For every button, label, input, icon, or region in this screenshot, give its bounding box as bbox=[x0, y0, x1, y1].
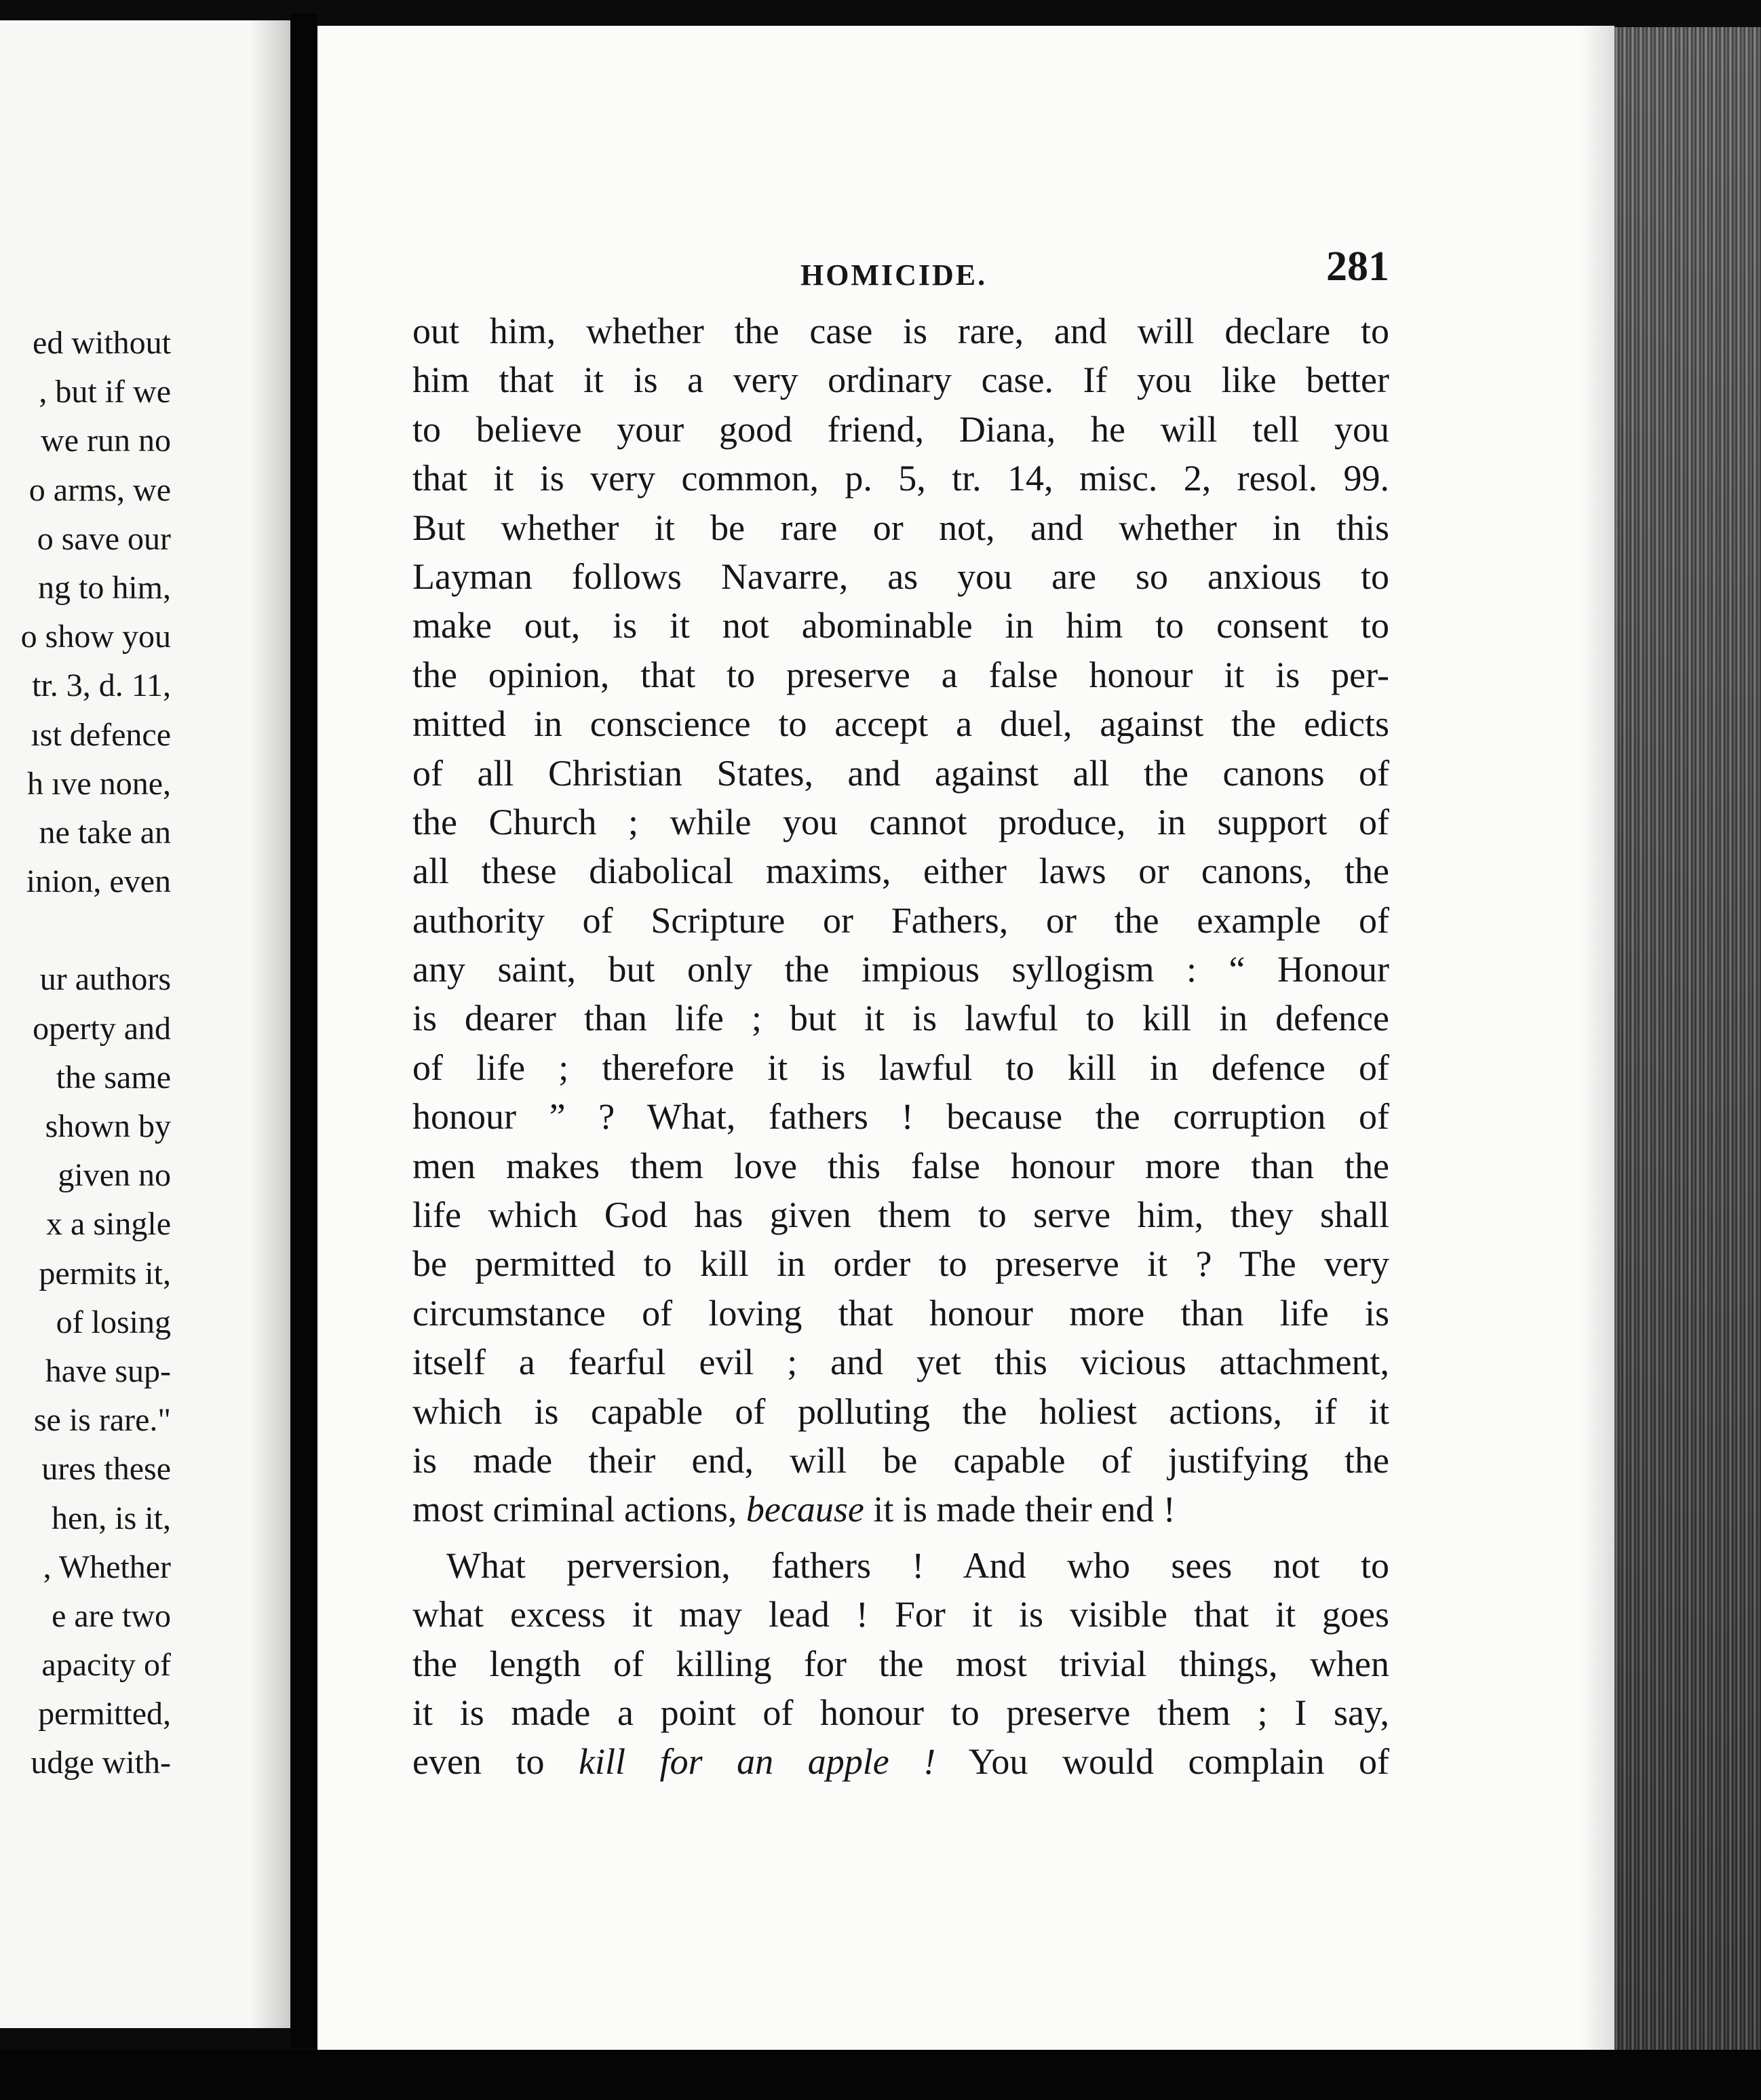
left-line: udge with- bbox=[31, 1745, 171, 1781]
left-line: ng to him, bbox=[37, 569, 171, 606]
book-page-edges bbox=[1614, 27, 1761, 2062]
italic-run: because bbox=[746, 1489, 864, 1530]
text-line bbox=[412, 1737, 1389, 1786]
text-line: life which God has given them to serve him, they shall bbox=[412, 1194, 1389, 1236]
left-line: o save our bbox=[37, 520, 171, 557]
body-text bbox=[412, 307, 1389, 1787]
text-line: be permitted to kill in order to preserve it ? The very bbox=[412, 1243, 1389, 1285]
paragraph-2 bbox=[412, 1541, 1389, 1787]
text-line: What perversion, fathers ! And who sees not to bbox=[446, 1544, 1389, 1586]
left-line: shown by bbox=[45, 1108, 171, 1144]
text-line: Layman follows Navarre, as you are so anxious to bbox=[412, 556, 1389, 597]
text-run: You would complain of bbox=[935, 1741, 1389, 1783]
text-line: But whether it be rare or not, and whether in this bbox=[412, 507, 1389, 548]
text-run: even to bbox=[412, 1741, 579, 1783]
text-line: honour ” ? What, fathers ! because the corruption of bbox=[412, 1096, 1389, 1138]
text-line: mitted in conscience to accept a duel, against the edicts bbox=[412, 703, 1389, 745]
left-line: apacity of bbox=[41, 1647, 171, 1684]
left-paragraph-gap bbox=[0, 906, 171, 955]
text-line: is dearer than life ; but it is lawful to kill in defence bbox=[412, 998, 1389, 1039]
left-line: ıst defence bbox=[31, 716, 171, 753]
text-line: authority of Scripture or Fathers, or the example of bbox=[412, 899, 1389, 941]
text-line: of all Christian States, and against all the canons of bbox=[412, 752, 1389, 794]
left-line: given no bbox=[58, 1157, 171, 1194]
text-line: all these diabolical maxims, either laws or canons, the bbox=[412, 851, 1389, 892]
text-line: is made their end, will be capable of justifying the bbox=[412, 1439, 1389, 1481]
left-line: hen, is it, bbox=[52, 1500, 171, 1536]
left-line: operty and bbox=[33, 1010, 171, 1047]
right-page-shadow bbox=[1581, 26, 1614, 2050]
text-line: any saint, but only the impious syllogism : “ Honour bbox=[412, 949, 1389, 990]
text-line: which is capable of polluting the holiest actions, if it bbox=[412, 1391, 1389, 1432]
left-line: permits it, bbox=[39, 1255, 171, 1291]
left-line: x a single bbox=[46, 1206, 171, 1243]
text-line: make out, is it not abominable in him to consent to bbox=[412, 605, 1389, 646]
left-line: se is rare." bbox=[33, 1402, 171, 1439]
left-line: tr. 3, d. 11, bbox=[32, 667, 171, 704]
scan-bottom-border bbox=[0, 2050, 1761, 2100]
text-run: most criminal actions, bbox=[412, 1489, 746, 1530]
text-line: the Church ; while you cannot produce, in support of bbox=[412, 801, 1389, 842]
left-line: o show you bbox=[20, 619, 171, 655]
page-number: 281 bbox=[1326, 244, 1389, 290]
text-line: men makes them love this false honour more than the bbox=[412, 1145, 1389, 1186]
text-line: the opinion, that to preserve a false honour it is per- bbox=[412, 654, 1389, 695]
left-line: ures these bbox=[41, 1451, 171, 1488]
left-line: have sup- bbox=[45, 1353, 171, 1389]
book-gutter bbox=[290, 14, 317, 2048]
left-page-curl-shadow bbox=[250, 20, 290, 2028]
left-line: ur authors bbox=[39, 961, 171, 998]
text-line: that it is very common, p. 5, tr. 14, misc. 2, resol. 99. bbox=[412, 458, 1389, 499]
left-line: ne take an bbox=[39, 814, 171, 851]
left-line: ed without bbox=[33, 325, 171, 361]
left-line: of losing bbox=[56, 1304, 171, 1340]
left-line: , but if we bbox=[39, 374, 171, 410]
left-line: the same bbox=[56, 1059, 171, 1095]
text-line: the length of killing for the most trivial things, when bbox=[412, 1643, 1389, 1684]
text-line: of life ; therefore it is lawful to kill in defence of bbox=[412, 1047, 1389, 1088]
left-line: h ıve none, bbox=[27, 765, 171, 802]
left-page-text bbox=[0, 319, 171, 1788]
text-line: circumstance of loving that honour more than life is bbox=[412, 1292, 1389, 1334]
left-line: o arms, we bbox=[28, 471, 171, 508]
text-line: out him, whether the case is rare, and will declare to bbox=[412, 311, 1389, 351]
left-line: , Whether bbox=[43, 1549, 171, 1585]
paragraph-end-line bbox=[412, 1485, 1389, 1534]
left-line: permitted, bbox=[38, 1696, 171, 1732]
right-page bbox=[317, 26, 1614, 2050]
text-line: what excess it may lead ! For it is visible that it goes bbox=[412, 1594, 1389, 1635]
text-line: itself a fearful evil ; and yet this vicious attachment, bbox=[412, 1342, 1389, 1383]
text-line: to believe your good friend, Diana, he will tell you bbox=[412, 408, 1389, 450]
text-line: it is made a point of honour to preserve them ; I say, bbox=[412, 1692, 1389, 1733]
text-line: him that it is a very ordinary case. If you like better bbox=[412, 359, 1389, 401]
running-head: HOMICIDE. bbox=[800, 258, 988, 292]
left-facing-page bbox=[0, 20, 290, 2028]
left-line: we run no bbox=[41, 423, 171, 459]
left-line: inion, even bbox=[26, 863, 171, 900]
text-run: it is made their end ! bbox=[864, 1489, 1176, 1530]
left-line: e are two bbox=[52, 1597, 171, 1634]
italic-run: kill for an apple ! bbox=[579, 1741, 936, 1783]
page-header bbox=[317, 243, 1389, 297]
